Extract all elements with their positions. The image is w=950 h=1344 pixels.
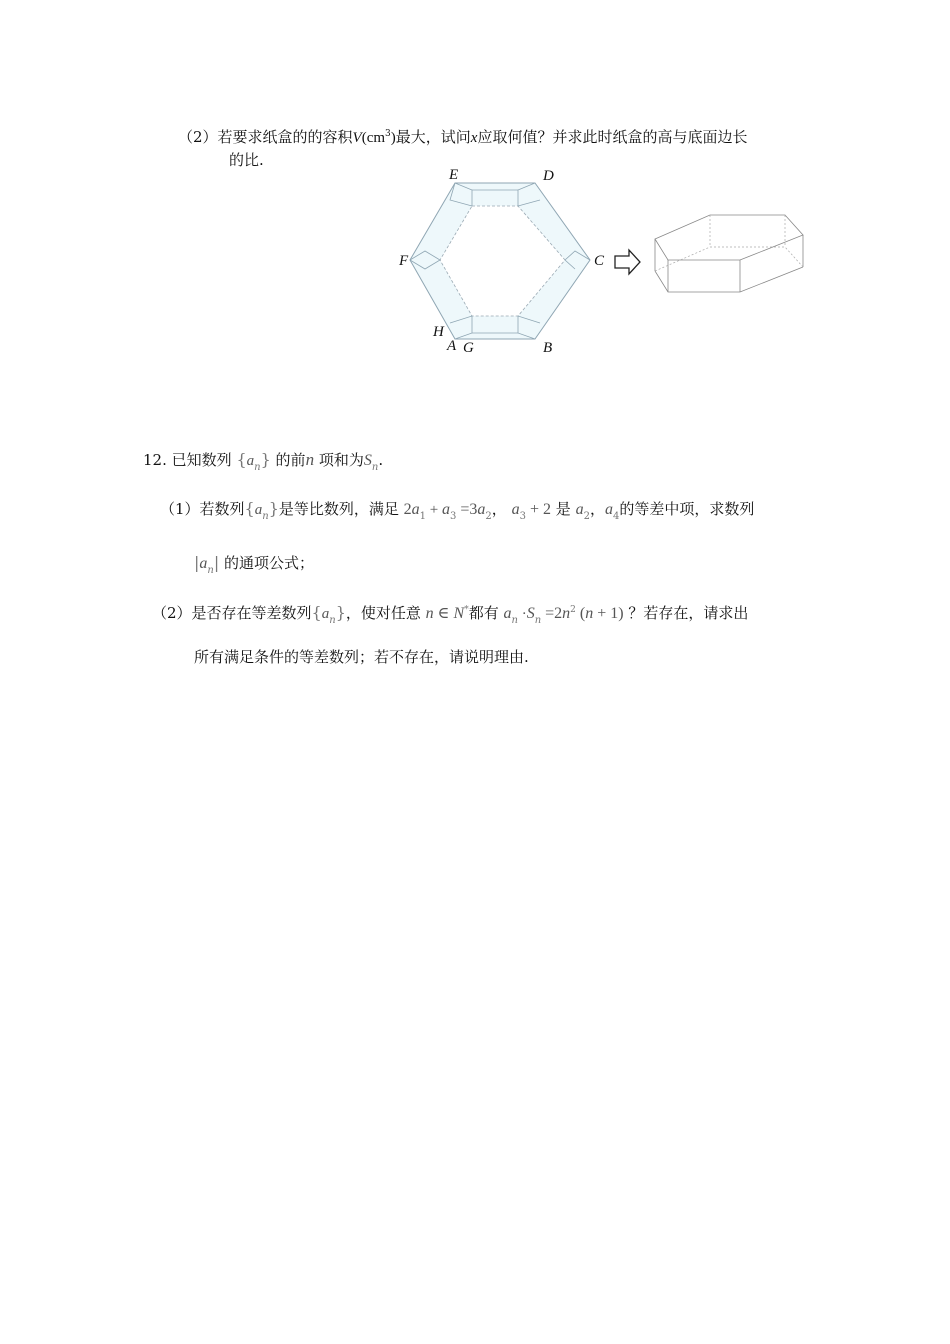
label-F: F <box>399 253 409 269</box>
brace-open: { <box>236 450 247 469</box>
p2-text-a: （2）是否存在等差数列 <box>152 604 312 622</box>
p1-seq-var: a <box>254 502 263 518</box>
p2-brace-open: { <box>311 603 322 622</box>
p2-eq: =2 <box>541 605 563 622</box>
eq2-sub: 3 <box>519 511 526 522</box>
q12-stem-a: 已知数列 <box>171 451 232 469</box>
p2-n2: n <box>562 605 571 622</box>
p1-text-c: 是 <box>555 500 571 518</box>
p2-seq-var: a <box>321 606 330 622</box>
q12-stem-c: 项和为 <box>318 451 364 469</box>
p2-S: S <box>526 605 535 622</box>
q11-part2-line1 <box>178 123 747 149</box>
q12-part2-line1 <box>152 599 748 632</box>
hexagonal-box-figure <box>650 210 810 300</box>
eq1-a1: a <box>411 501 420 518</box>
label-H: H <box>433 324 444 340</box>
eq1-sub3: 3 <box>450 511 457 522</box>
stem-end: . <box>378 451 384 469</box>
q12-part2-line2: 所有满足条件的等差数列；若不存在，请说明理由. <box>194 648 529 666</box>
eq1-plus: + <box>426 502 443 518</box>
p2-sq: 2 <box>570 605 576 615</box>
p1-comma: ， <box>491 500 507 518</box>
eq1-a3: a <box>442 501 451 518</box>
q11-part2-text-c: 应取何值？并求此时纸盒的高与底面边长 <box>477 128 748 146</box>
eq1-sub2: 2 <box>485 511 492 522</box>
p2-in: ∈ <box>433 605 454 622</box>
label-B: B <box>543 340 553 356</box>
p2-n: n <box>425 605 434 622</box>
q11-part2-line2: 的比. <box>229 151 264 169</box>
q11-part2-text-a: （2）若要求纸盒的的容积 <box>178 128 353 146</box>
p2-seq-sub: n <box>329 615 336 626</box>
p1-line2-text: 的通项公式； <box>224 554 315 572</box>
p2-brace-close: } <box>335 603 346 622</box>
p2-dot: · <box>517 606 527 622</box>
p2-text-d: ？若存在，请求出 <box>628 604 749 622</box>
p2-text-c: 都有 <box>468 604 499 622</box>
seq-sub: n <box>254 462 261 473</box>
eq1-eq: =3 <box>456 501 478 518</box>
p1-brace-close: } <box>268 499 279 518</box>
eq2-plus: + 2 <box>525 501 551 518</box>
p2-text-b: ，使对任意 <box>345 604 421 622</box>
p2-a: a <box>503 605 512 622</box>
S-sub: n <box>371 462 379 473</box>
abs-open: | <box>194 553 200 572</box>
unit-exp: 3 <box>385 129 391 139</box>
brace-close: } <box>260 450 271 469</box>
eq1-a2: a <box>477 501 486 518</box>
q12-part1-line1 <box>160 498 754 528</box>
mid-a2: a <box>575 501 584 518</box>
hexagon-net-figure <box>395 163 615 363</box>
mid-a4: a <box>604 501 613 518</box>
p1-text-d: 的等差中项，求数列 <box>619 500 755 518</box>
p1-brace-open: { <box>244 499 255 518</box>
mid-sub4: 4 <box>612 511 620 522</box>
q12-number: 12. <box>143 451 167 469</box>
p2-N: N <box>453 605 465 622</box>
q11-part2-text-b: 最大，试问 <box>395 128 471 146</box>
p1-text-b: 是等比数列，满足 <box>278 500 399 518</box>
seq-var: a <box>246 453 255 469</box>
abs-var: a <box>199 555 208 572</box>
p2-S-sub: n <box>534 615 542 626</box>
q12-part1-line2 <box>194 552 314 582</box>
p1-seq-sub: n <box>262 511 269 522</box>
label-E: E <box>449 167 459 183</box>
label-A: A <box>447 338 457 354</box>
eq2-a: a <box>511 501 520 518</box>
S-var: S <box>363 452 372 469</box>
var-x: x <box>470 130 478 146</box>
unit-close: ) <box>390 130 396 146</box>
p1-text-a: （1）若数列 <box>160 500 245 518</box>
p2-n3: n <box>585 605 594 622</box>
p2-a-sub: n <box>511 615 518 626</box>
q12-stem <box>143 449 383 479</box>
label-D: D <box>543 168 554 184</box>
eq1-sub1: 1 <box>419 511 427 522</box>
label-G: G <box>463 340 474 356</box>
label-C: C <box>594 253 605 269</box>
p2-paren: ( <box>575 605 586 622</box>
eq1-coef: 2 <box>403 501 412 518</box>
q12-stem-b: 的前 <box>275 451 306 469</box>
p2-star: * <box>464 605 469 615</box>
p2-tail: + 1) <box>593 605 624 622</box>
mid-comma: ， <box>589 500 605 518</box>
abs-close: | <box>213 553 220 572</box>
mid-sub2: 2 <box>583 511 590 522</box>
unit-open: (cm <box>361 130 386 146</box>
var-V: V <box>352 130 362 146</box>
arrow-right-icon <box>613 247 643 277</box>
abs-sub: n <box>207 565 214 576</box>
n-var: n <box>305 450 315 469</box>
